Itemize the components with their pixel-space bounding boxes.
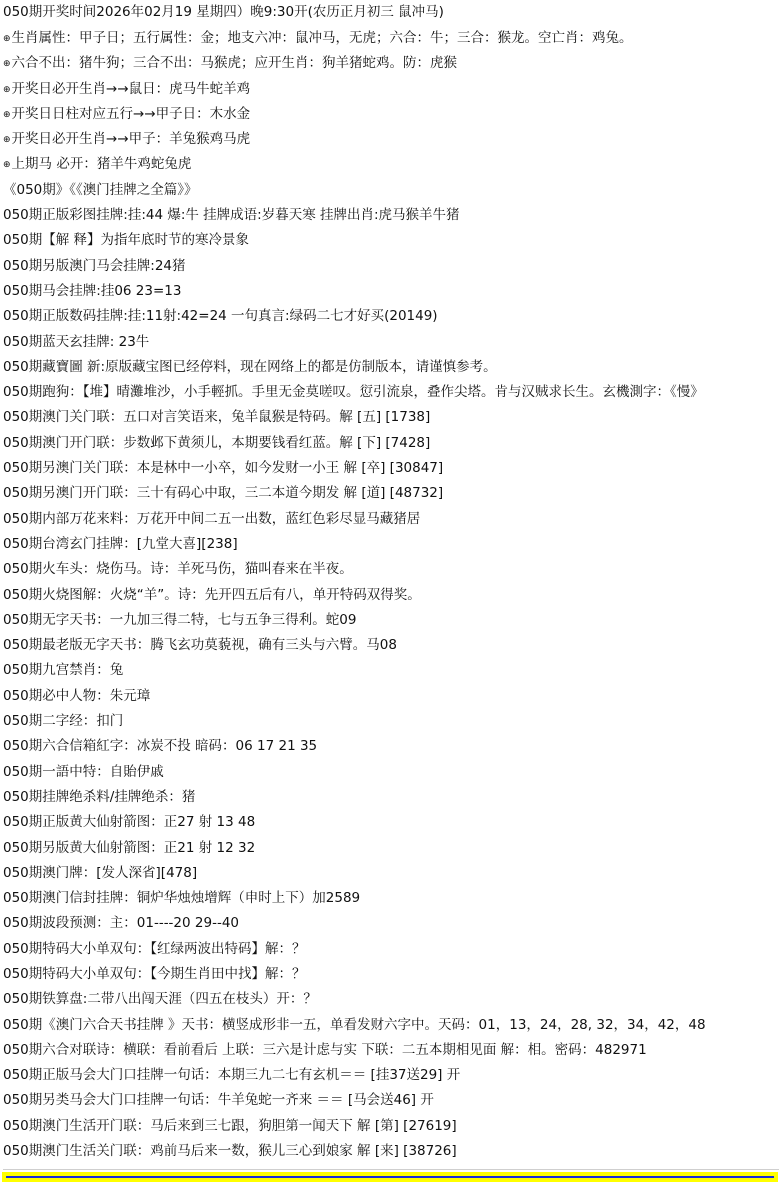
- line-text: 050期另版澳门马会挂牌:24猪: [3, 257, 186, 274]
- line-text: 050期六合对联诗：横联：看前看后 上联：三六是计虑与实 下联：二五本期相见面 解：相。密码：482971: [3, 1041, 647, 1058]
- line-text: 050期必中人物：朱元璋: [3, 687, 151, 704]
- line-text: 050期澳门生活关门联：鸡前马后来一数，猴儿三心到娘家 解 [来] [38726]: [3, 1143, 457, 1160]
- text-line: [3, 507, 779, 532]
- text-line: [3, 203, 779, 228]
- text-line: [3, 987, 779, 1012]
- bullet-icon: ⊕: [3, 160, 11, 171]
- text-line: [3, 608, 779, 633]
- text-line: [3, 355, 779, 380]
- line-text: 050期特码大小单双句：【今期生肖田中找】解：？: [3, 965, 306, 982]
- text-line: [3, 405, 779, 430]
- line-text: 050期另澳门关门联：本是林中一小卒，如今发财一小王 解 [卒] [30847]: [3, 460, 444, 477]
- text-line: [3, 633, 779, 658]
- line-text: 050期跑狗：【堆】晴灘堆沙，小手輕抓。手里无金莫嗟叹。愆引流泉，叠作尖塔。肯与汉贼求长生。玄機測字：《慢》: [3, 384, 704, 401]
- text-line: [3, 734, 779, 759]
- text-line: [3, 1139, 779, 1164]
- text-line: [3, 102, 779, 127]
- document-body: [3, 0, 779, 1164]
- line-text: 050期二字经：扣门: [3, 713, 124, 730]
- footer-bar-inner-line: [6, 1176, 774, 1178]
- text-line: [3, 861, 779, 886]
- line-text: 050期蓝天玄挂牌: 23牛: [3, 333, 150, 350]
- line-text: 050期波段预测：主：01----20 29--40: [3, 915, 239, 932]
- line-text: 050期无字天书：一九加三得二特，七与五争三得利。蛇09: [3, 611, 357, 628]
- text-line: [3, 1088, 779, 1113]
- text-line: [3, 304, 779, 329]
- line-text: 《050期》《《澳门挂牌之全篇》》: [3, 181, 198, 198]
- text-line: [3, 152, 779, 177]
- text-line: [3, 532, 779, 557]
- line-text: 050期正版黄大仙射箭图：正27 射 13 48: [3, 814, 256, 831]
- text-line: [3, 886, 779, 911]
- text-line: [3, 1063, 779, 1088]
- text-line: [3, 228, 779, 253]
- line-text: 050期澳门信封挂牌：铜炉华烛烛增辉（申时上下）加2589: [3, 890, 361, 907]
- text-line: [3, 0, 779, 26]
- text-line: [3, 962, 779, 987]
- text-line: [3, 557, 779, 582]
- footer-divider: [3, 1169, 779, 1170]
- line-text: 050期《澳门六合天书挂牌 》天书：横竖成形非一五，单看发财六字中。天码：01，13，24，28, 32，34，42，48: [3, 1016, 706, 1033]
- text-line: [3, 127, 779, 152]
- text-line: [3, 330, 779, 355]
- bullet-icon: ⊕: [3, 84, 11, 95]
- text-line: [3, 26, 779, 51]
- text-line: [3, 1038, 779, 1063]
- text-line: [3, 658, 779, 683]
- line-text: 050期另澳门开门联：三十有码心中取，三二本道今期发 解 [道] [48732]: [3, 485, 444, 502]
- line-text: 六合不出：猪牛狗；三合不出：马猴虎；应开生肖：狗羊猪蛇鸡。防：虎猴: [11, 55, 458, 72]
- line-text: 050期台湾玄门挂牌：[九堂大喜][238]: [3, 535, 238, 552]
- line-text: 050期【解 释】为指年底时节的寒冷景象: [3, 232, 250, 249]
- text-line: [3, 709, 779, 734]
- line-text: 050期澳门开门联：步数邺下黄须儿，本期要钱看红蓝。解 [下] [7428]: [3, 434, 431, 451]
- line-text: 050期澳门牌：[发人深省][478]: [3, 864, 198, 881]
- line-text: 050期藏寶圖 新:原版藏宝图已经停料，现在网络上的都是仿制版本，请谨慎参考。: [3, 358, 497, 375]
- bullet-icon: ⊕: [3, 34, 11, 44]
- line-text: 050期特码大小单双句：【红绿两波出特码】解：？: [3, 940, 306, 957]
- line-text: 050期正版马会大门口挂牌一句话：本期三九二七有玄机＝＝ [挂37送29] 开: [3, 1067, 461, 1084]
- text-line: [3, 77, 779, 102]
- line-text: 050期正版彩图挂牌:挂:44 爆:牛 挂牌成语:岁暮天寒 挂牌出肖:虎马猴羊牛猪: [3, 207, 460, 224]
- line-text: 开奖日日柱对应五行→→甲子日：木水金: [11, 105, 251, 122]
- line-text: 生肖属性：甲子日；五行属性：金；地支六冲：鼠冲马，无虎；六合：牛；三合：猴龙。空亡肖：鸡兔。: [11, 30, 633, 46]
- text-line: [3, 481, 779, 506]
- text-line: [3, 760, 779, 785]
- text-line: [3, 836, 779, 861]
- text-line: [3, 456, 779, 481]
- text-line: [3, 51, 779, 76]
- line-text: 开奖日必开生肖→→鼠日：虎马牛蛇羊鸡: [11, 80, 251, 97]
- line-text: 050期马会挂牌:挂06 23=13: [3, 282, 182, 299]
- line-text: 050期九宫禁肖：兔: [3, 662, 124, 679]
- bullet-icon: ⊕: [3, 109, 11, 120]
- line-text: 上期马 必开：猪羊牛鸡蛇兔虎: [11, 156, 192, 173]
- line-text: 050期六合信箱紅字：冰炭不投 暗码：06 17 21 35: [3, 738, 318, 755]
- text-line: [3, 178, 779, 203]
- line-text: 开奖日必开生肖→→甲子：羊兔猴鸡马虎: [11, 131, 251, 148]
- text-line: [3, 1013, 779, 1038]
- text-line: [3, 810, 779, 835]
- text-line: [3, 380, 779, 405]
- line-text: 050期正版数码挂牌:挂:11射:42=24 一句真言:绿码二七才好买(20149): [3, 308, 438, 325]
- line-text: 050期最老版无字天书：腾飞玄功莫藐视，确有三头与六臂。马08: [3, 637, 397, 654]
- text-line: [3, 1114, 779, 1139]
- line-text: 050期澳门生活开门联：马后来到三七跟，狗胆第一闻天下 解 [第] [27619]: [3, 1117, 457, 1134]
- text-line: [3, 684, 779, 709]
- text-line: [3, 785, 779, 810]
- line-text: 050期火烧图解：火烧“羊”。诗：先开四五后有八，单开特码双得奖。: [3, 586, 421, 603]
- text-line: [3, 279, 779, 304]
- line-text: 050期挂牌绝杀料/挂牌绝杀：猪: [3, 788, 196, 805]
- text-line: [3, 254, 779, 279]
- bullet-icon: ⊕: [3, 59, 11, 70]
- line-text: 050期一語中特：自貽伊戚: [3, 763, 164, 780]
- text-line: [3, 911, 779, 936]
- text-line: [3, 431, 779, 456]
- line-text: 050期铁算盘:二带八出闯天涯（四五在枝头）开：？: [3, 991, 317, 1008]
- footer-bar: [2, 1172, 778, 1182]
- line-text: 050期火车头：烧伤马。诗：羊死马伤，猫叫春来在半夜。: [3, 561, 353, 578]
- line-text: 050期澳门关门联：五口对言笑语来，兔羊鼠猴是特码。解 [五] [1738]: [3, 409, 431, 426]
- text-line: [3, 583, 779, 608]
- line-text: 050期内部万花来料：万花开中间二五一出数，蓝红色彩尽显马藏猪居: [3, 510, 421, 527]
- line-text: 050期开奖时间2026年02月19 星期四）晚9:30开(农历正月初三 鼠冲马): [3, 4, 444, 20]
- text-line: [3, 937, 779, 962]
- line-text: 050期另类马会大门口挂牌一句话：牛羊兔蛇一齐来 ＝＝ [马会送46] 开: [3, 1092, 434, 1109]
- line-text: 050期另版黄大仙射箭图：正21 射 12 32: [3, 839, 256, 856]
- bullet-icon: ⊕: [3, 135, 11, 146]
